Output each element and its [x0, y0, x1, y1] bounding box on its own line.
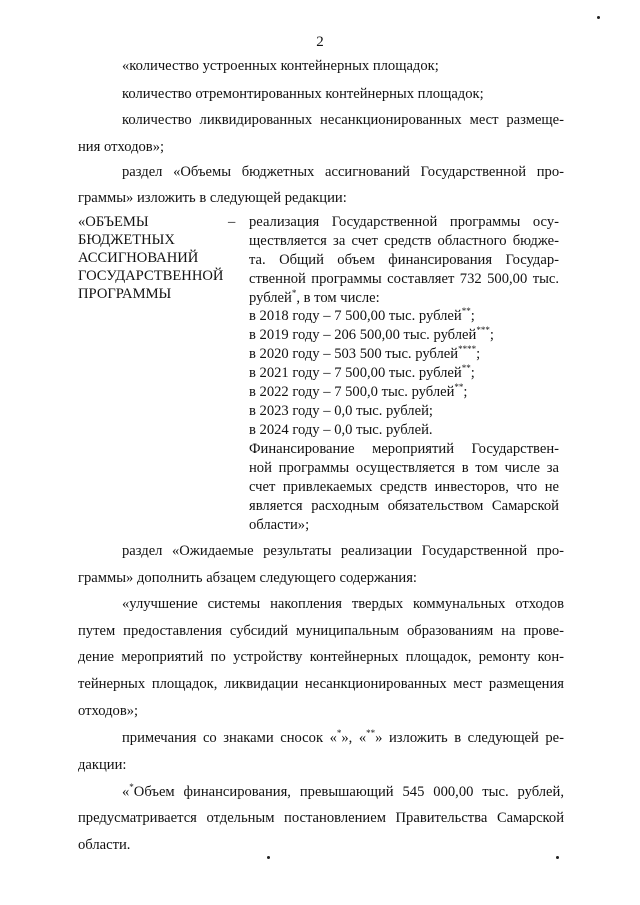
table-desc-line — [249, 290, 559, 307]
paragraph-line: раздел «Ожидаемые результаты реализации Государственной про- — [122, 543, 564, 559]
table-desc-line: ществляется за счет средств областного бюдже- — [249, 233, 559, 249]
table-desc-line: реализация Государственной программы осу- — [249, 214, 559, 230]
year-end: ; — [489, 327, 494, 343]
quote-mark: « — [122, 784, 130, 800]
financing-line: ной программы осуществляется в том числе за — [249, 460, 559, 476]
footnote-mark: * — [291, 288, 297, 299]
paragraph-line: «улучшение системы накопления твердых коммунальных отходов — [122, 596, 564, 612]
paragraph-line: ния отходов»; — [78, 139, 165, 155]
notes-text: », « — [341, 730, 367, 746]
financing-line: области»; — [249, 517, 310, 533]
paragraph-line: раздел «Объемы бюджетных ассигнований Государственной про- — [122, 164, 564, 180]
footnote-line: предусматривается отдельным постановлением Правительства Самарской — [78, 810, 564, 826]
financing-line: Финансирование мероприятий Государствен- — [249, 441, 559, 457]
year-line — [249, 384, 559, 401]
page-number: 2 — [316, 34, 324, 50]
year-line — [249, 403, 559, 420]
table-desc-line: та. Общий объем финансирования Государ- — [249, 252, 559, 268]
year-line — [249, 422, 559, 439]
year-text: в 2018 году – 7 500,00 тыс. рублей — [249, 308, 462, 324]
paragraph-line: граммы» дополнить абзацем следующего содержания: — [78, 570, 417, 586]
footnote-mark: ** — [454, 382, 464, 393]
year-end: ; — [463, 384, 468, 400]
notes-text: примечания со знаками сносок « — [122, 730, 337, 746]
year-text: в 2019 году – 206 500,00 тыс. рублей — [249, 327, 477, 343]
table-label-line: «ОБЪЕМЫ — [78, 214, 149, 230]
footnote-mark: ** — [461, 306, 471, 317]
year-text: в 2020 году – 503 500 тыс. рублей — [249, 346, 459, 362]
year-text: в 2021 году – 7 500,00 тыс. рублей — [249, 365, 462, 381]
year-end: ; — [470, 365, 475, 381]
year-text: в 2022 году – 7 500,0 тыс. рублей — [249, 384, 455, 400]
table-label-line: ГОСУДАРСТВЕННОЙ — [78, 268, 224, 284]
year-end: ; — [470, 308, 475, 324]
table-dash: – — [228, 214, 236, 230]
financing-line: счет привлекаемых средств инвесторов, что не — [249, 479, 559, 495]
paragraph-line: граммы» изложить в следующей редакции: — [78, 190, 347, 206]
footnote-line — [122, 784, 564, 801]
paragraph-line: количество отремонтированных контейнерных площадок; — [122, 86, 484, 102]
footnote-mark: ** — [461, 363, 471, 374]
footnote-mark: * — [336, 728, 342, 739]
table-label-line: ПРОГРАММЫ — [78, 286, 172, 302]
footnote-mark: *** — [476, 325, 490, 336]
footnote-mark: ** — [366, 728, 376, 739]
paragraph-line: отходов»; — [78, 703, 139, 719]
year-line — [249, 365, 559, 382]
year-line — [249, 308, 559, 325]
paragraph-line: «количество устроенных контейнерных площадок; — [122, 58, 439, 74]
footnote-text: Объем финансирования, превышающий 545 000,00 тыс. рублей, — [133, 784, 564, 800]
footnote-mark: **** — [458, 344, 477, 355]
table-label-line: АССИГНОВАНИЙ — [78, 250, 199, 266]
notes-line — [122, 730, 564, 747]
rub-tail: , в том числе: — [296, 290, 380, 306]
footnote-open — [122, 784, 134, 800]
year-text: в 2024 году – 0,0 тыс. рублей. — [249, 422, 433, 438]
paragraph-line: тейнерных площадок, ликвидации несанкционированных мест размещения — [78, 676, 564, 692]
rub-text: рублей — [249, 290, 292, 306]
table-desc-line: ственной программы составляет 732 500,00 тыс. — [249, 271, 559, 287]
scan-speck — [267, 856, 270, 859]
scan-speck — [597, 16, 600, 19]
notes-text: » изложить в следующей ре- — [375, 730, 565, 746]
notes-line: дакции: — [78, 757, 127, 773]
financing-line: является расходным обязательством Самарской — [249, 498, 559, 514]
year-text: в 2023 году – 0,0 тыс. рублей; — [249, 403, 433, 419]
scan-speck — [556, 856, 559, 859]
year-line — [249, 346, 559, 363]
footnote-line: области. — [78, 837, 131, 853]
paragraph-line: путем предоставления субсидий муниципальным образованиям на прове- — [78, 623, 564, 639]
paragraph-line: количество ликвидированных несанкционированных мест размеще- — [122, 112, 564, 128]
paragraph-line: дение мероприятий по устройству контейнерных площадок, ремонту кон- — [78, 649, 564, 665]
footnote-mark: * — [129, 782, 134, 793]
year-end: ; — [476, 346, 481, 362]
year-line — [249, 327, 559, 344]
table-label-line: БЮДЖЕТНЫХ — [78, 232, 175, 248]
